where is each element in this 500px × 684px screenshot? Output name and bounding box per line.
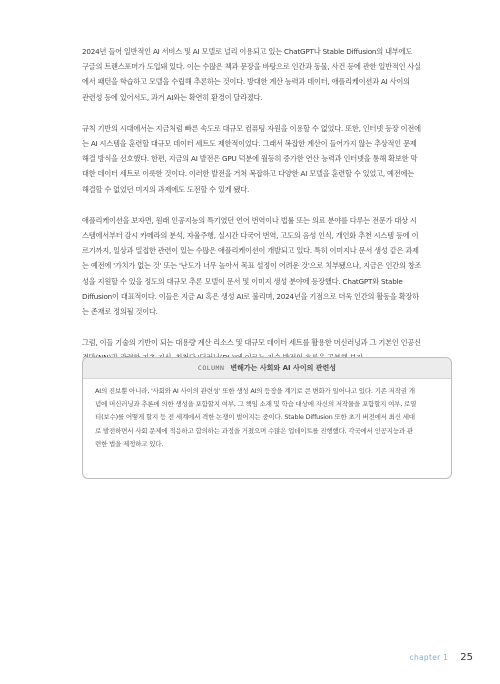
text-line: 2024년 들어 일반적인 AI 서비스 및 AI 모델로 널리 이용되고 있는 ChatGPT나 Stable Diffusion의 내부에도 bbox=[82, 47, 413, 56]
column-line: 련한 법을 제정하고 있다. bbox=[95, 439, 164, 448]
column-body bbox=[83, 379, 451, 451]
body-text bbox=[82, 44, 450, 382]
column-box bbox=[82, 357, 452, 479]
column-tag: COLUMN bbox=[197, 364, 225, 372]
text-line: 에서 패턴을 학습하고 모델을 수립해 추론하는 것이다. 방대한 계산 능력과 데이터, 애플리케이션과 AI 사이의 bbox=[82, 77, 410, 87]
column-line: 로 발전하면서 사회 문제에 적응하고 합의하는 과정을 거쳤으며 수많은 업데이트를 진행했다. 각국에서 인공지능과 관 bbox=[95, 426, 413, 435]
text-line: 스템에서부터 감시 카메라의 분석, 자율주행, 실시간 다국어 번역, 고도의 음성 인식, 개인화 추천 시스템 등에 이 bbox=[82, 231, 419, 241]
chapter-label: chapter 1 bbox=[409, 653, 449, 662]
column-line: AI의 진보뿐 아니라, '사회와 AI 사이의 관련성' 또한 생성 AI의 등장을 계기로 큰 변화가 일어나고 있다. 기존 저작권 개 bbox=[95, 387, 415, 395]
paragraph-1 bbox=[82, 44, 450, 105]
text-line: 그럼, 이들 기술의 기반이 되는 대용량 계산 리소스 및 대규모 데이터 세트를 활용한 머신러닝과 그 기본인 인공신 bbox=[82, 338, 421, 348]
text-line: 는 존재로 정의될 것이다. bbox=[82, 307, 158, 317]
column-line: 념에 머신러닝과 추론에 의한 생성을 포함할지 여부, 그 책임 소재 및 학습 대상에 자신의 저작물을 포함할지 여부, 로열 bbox=[95, 400, 417, 409]
text-line: 규칙 기반의 시대에서는 지금처럼 빠른 속도로 대규모 컴퓨팅 자원을 이용할 수 없었다. 또한, 인터넷 등장 이전에 bbox=[82, 123, 421, 133]
text-line: 애플리케이션을 보자면, 원래 인공지능의 특기였던 언어 번역이나 법률 또는 의료 분야를 다루는 전문가 대상 시 bbox=[82, 215, 417, 225]
page-footer bbox=[410, 652, 473, 663]
text-line: 해결 방식을 선호했다. 한편, 지금의 AI 발전은 GPU 덕분에 월등히 증가한 연산 능력과 인터넷을 통해 확보한 막 bbox=[82, 154, 418, 164]
paragraph-3 bbox=[82, 213, 450, 319]
text-line: 성을 지원할 수 있을 정도의 대규모 추론 모델이 문서 및 이미지 생성 분야에 등장했다. ChatGPT와 Stable bbox=[82, 276, 403, 286]
column-header bbox=[83, 358, 451, 379]
text-line: 구글의 트랜스포머가 도입돼 있다. 이는 수많은 책과 문장을 바탕으로 인간과 동물, 사건 등에 관한 일반적인 사실 bbox=[82, 62, 421, 72]
text-line: 대한 데이터 세트로 이룩한 것이다. 이러한 발전을 거쳐 복잡하고 다양한 AI 모델을 훈련할 수 있었고, 예전에는 bbox=[82, 169, 415, 179]
page-number: 25 bbox=[460, 652, 473, 663]
paragraph-2 bbox=[82, 121, 450, 197]
text-line: 는 예전에 '가치가 없는 것' 또는 '난도가 너무 높아서 목표 설정이 어려운 것'으로 치부됐으나, 지금은 인간의 창조 bbox=[82, 261, 422, 271]
text-line: 해결할 수 없었던 미지의 과제에도 도전할 수 있게 됐다. bbox=[82, 184, 250, 194]
text-line: 는 AI 시스템을 훈련할 대규모 데이터 세트도 제한적이었다. 그래서 복잡한 계산이 들어가지 않는 추상적인 문제 bbox=[82, 139, 417, 149]
column-line: 티(보수)를 어떻게 할지 등 전 세계에서 격한 논쟁이 벌어지는 중이다. Stable Diffusion 또한 초기 버전에서 최신 세대 bbox=[95, 413, 415, 422]
text-line: 관련성 등에 있어서도, 과거 AI와는 확연히 환경이 달라졌다. bbox=[82, 92, 263, 102]
text-line: 르기까지, 일상과 밀접한 관련이 있는 수많은 애플리케이션이 개발되고 있다. 특히 이미지나 문서 생성 같은 과제 bbox=[82, 246, 419, 256]
text-line: Diffusion이 대표적이다. 이들은 지금 AI 혹은 생성 AI로 불리며, 2024년을 기점으로 더욱 인간의 활동을 확장하 bbox=[82, 291, 419, 301]
column-title: 변해가는 사회와 AI 사이의 관련성 bbox=[230, 364, 337, 372]
